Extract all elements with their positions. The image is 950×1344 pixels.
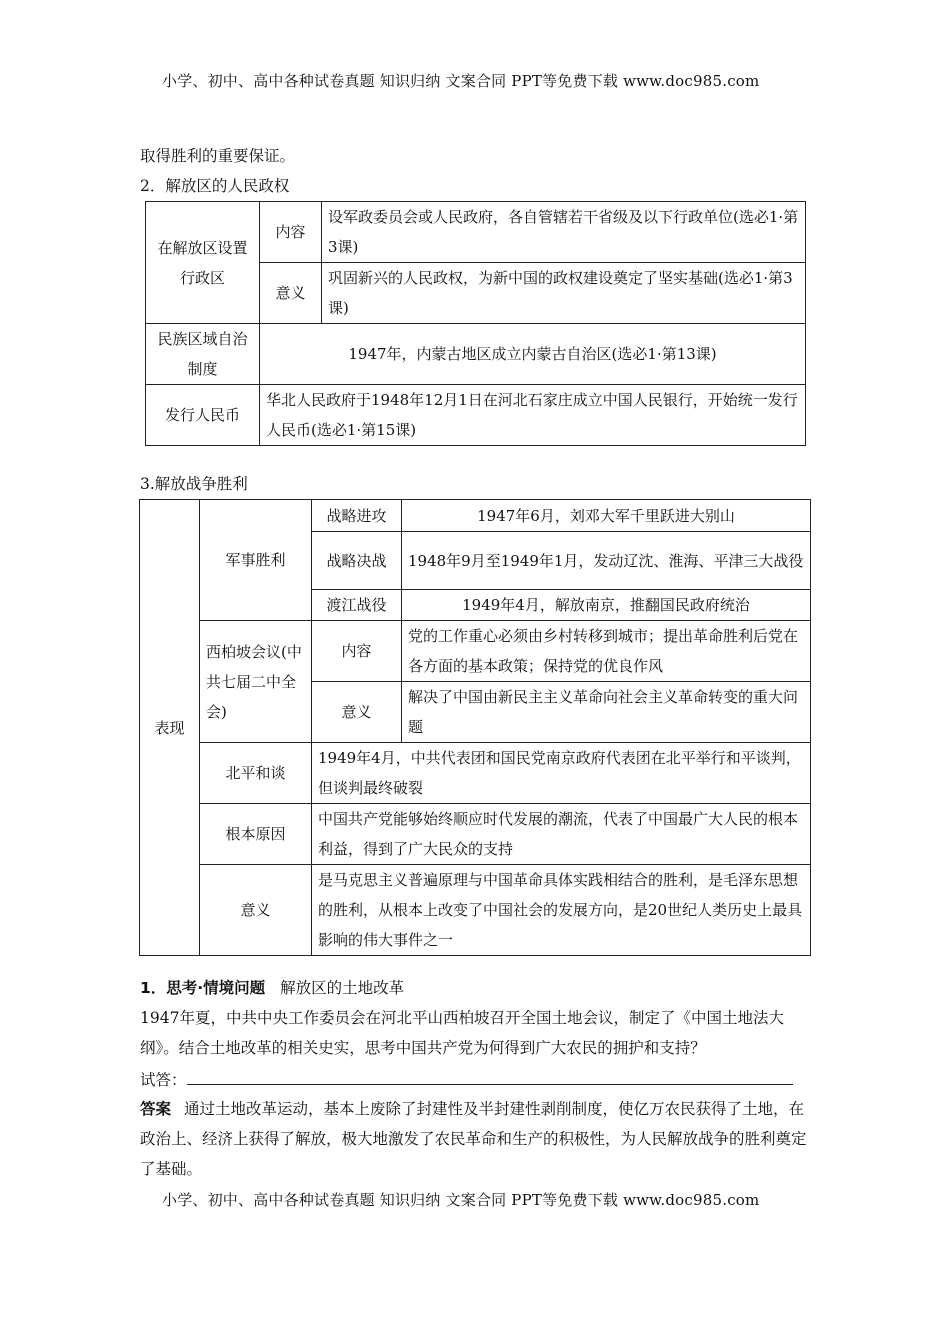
crossing-label: 渡江战役 <box>312 590 402 621</box>
military-label: 军事胜利 <box>200 500 312 621</box>
page-header: 小学、初中、高中各种试卷真题 知识归纳 文案合同 PPT等免费下载 www.doc985.com <box>162 72 760 90</box>
page-footer: 小学、初中、高中各种试卷真题 知识归纳 文案合同 PPT等免费下载 www.doc985.com <box>162 1191 760 1209</box>
attack-label: 战略进攻 <box>312 500 402 532</box>
row2-value: 1947年，内蒙古地区成立内蒙古自治区(选必1·第13课) <box>260 324 806 385</box>
row3-value: 华北人民政府于1948年12月1日在河北石家庄成立中国人民银行，开始统一发行人民币(选必1·第15课) <box>260 385 806 446</box>
xbp-meaning: 解决了中国由新民主主义革命向社会主义革命转变的重大问题 <box>402 682 811 743</box>
answer-label: 答案 <box>140 1100 172 1118</box>
row1-meaning: 巩固新兴的人民政权，为新中国的政权建设奠定了坚实基础(选必1·第3课) <box>322 263 806 324</box>
xbp-content-label: 内容 <box>312 621 402 682</box>
row1-content-label: 内容 <box>260 202 322 263</box>
biaoxian-label: 表现 <box>140 500 200 956</box>
victory-table <box>139 499 811 956</box>
answer-blank[interactable] <box>187 1066 793 1085</box>
answer-text: 通过土地改革运动，基本上废除了封建性及半封建性剥削制度，使亿万农民获得了土地，在政治上、经济上获得了解放，极大地激发了农民革命和生产的积极性，为人民解放战争的胜利奠定了基础。 <box>140 1100 807 1178</box>
row3-label: 发行人民币 <box>146 385 260 446</box>
question-title-rest: 解放区的土地改革 <box>280 979 405 997</box>
decisive-value: 1948年9月至1949年1月，发动辽沈、淮海、平津三大战役 <box>402 532 811 590</box>
intro-line: 取得胜利的重要保证。 <box>140 147 296 165</box>
row1-meaning-label: 意义 <box>260 263 322 324</box>
xbp-content: 党的工作重心必须由乡村转移到城市；提出革命胜利后党在各方面的基本政策；保持党的优良作风 <box>402 621 811 682</box>
section2-heading: 2．解放区的人民政权 <box>140 177 290 195</box>
xibaipo-label: 西柏坡会议(中共七届二中全会) <box>200 621 312 743</box>
answer-line[interactable] <box>140 1066 793 1090</box>
question-title-bold: 1．思考·情境问题 <box>140 979 266 997</box>
xbp-meaning-label: 意义 <box>312 682 402 743</box>
people-power-table <box>145 201 806 446</box>
peace-value: 1949年4月，中共代表团和国民党南京政府代表团在北平举行和平谈判，但谈判最终破裂 <box>312 743 811 804</box>
crossing-value: 1949年4月，解放南京，推翻国民政府统治 <box>402 590 811 621</box>
row1-content: 设军政委员会或人民政府，各自管辖若干省级及以下行政单位(选必1·第3课) <box>322 202 806 263</box>
answer-block <box>140 1094 812 1184</box>
attack-value: 1947年6月，刘邓大军千里跃进大别山 <box>402 500 811 532</box>
row2-label: 民族区域自治制度 <box>146 324 260 385</box>
row1-label: 在解放区设置行政区 <box>146 202 260 324</box>
cause-label: 根本原因 <box>200 804 312 865</box>
section3-heading: 3.解放战争胜利 <box>140 475 248 493</box>
meaning-value: 是马克思主义普遍原理与中国革命具体实践相结合的胜利，是毛泽东思想的胜利，从根本上改变了中国社会的发展方向，是20世纪人类历史上最具影响的伟大事件之一 <box>312 865 811 956</box>
cause-value: 中国共产党能够始终顺应时代发展的潮流，代表了中国最广大人民的根本利益，得到了广大民众的支持 <box>312 804 811 865</box>
question-body: 1947年夏，中共中央工作委员会在河北平山西柏坡召开全国土地会议，制定了《中国土地法大纲》。结合土地改革的相关史实，思考中国共产党为何得到广大农民的拥护和支持？ <box>140 1009 784 1057</box>
meaning-label: 意义 <box>200 865 312 956</box>
question-title <box>140 976 404 998</box>
decisive-label: 战略决战 <box>312 532 402 590</box>
peace-label: 北平和谈 <box>200 743 312 804</box>
answer-prompt: 试答： <box>140 1071 187 1089</box>
